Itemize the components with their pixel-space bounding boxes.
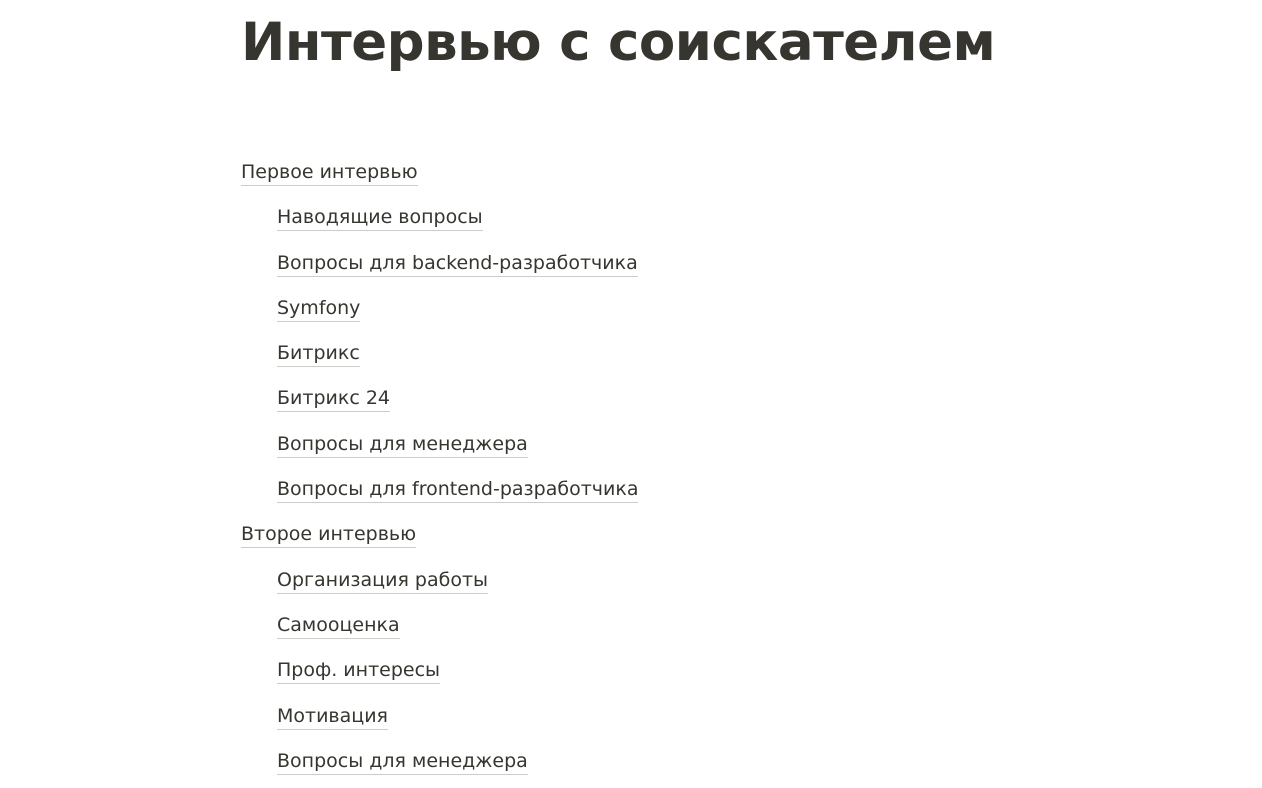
toc-link[interactable]: Самооценка [277,613,400,639]
toc-item-symfony [241,291,638,336]
toc-link[interactable]: Организация работы [277,568,488,594]
toc-item-frontend-questions [241,472,638,517]
toc-link[interactable]: Проф. интересы [277,658,440,684]
toc-link[interactable]: Второе интервью [241,522,416,548]
toc-item-bitrix [241,336,638,381]
toc-link[interactable]: Вопросы для frontend-разработчика [277,477,638,503]
toc-item-professional-interests [241,653,638,698]
toc-link[interactable]: Вопросы для менеджера [277,432,528,458]
toc-item-motivation [241,699,638,744]
toc-item-manager-questions-2 [241,744,638,788]
toc-item-self-assessment [241,608,638,653]
toc-link[interactable]: Первое интервью [241,160,418,186]
toc-item-first-interview [241,155,638,200]
toc-link[interactable]: Вопросы для backend-разработчика [277,251,638,277]
toc-link[interactable]: Наводящие вопросы [277,205,483,231]
toc-link[interactable]: Мотивация [277,704,388,730]
toc-item-backend-questions [241,246,638,291]
toc-link[interactable]: Symfony [277,296,360,322]
toc-item-work-organization [241,563,638,608]
toc-item-manager-questions [241,427,638,472]
page-title: Интервью с соискателем [241,12,996,73]
toc-item-second-interview [241,517,638,562]
table-of-contents [241,155,638,788]
toc-link[interactable]: Вопросы для менеджера [277,749,528,775]
toc-link[interactable]: Битрикс [277,341,360,367]
toc-item-bitrix-24 [241,381,638,426]
toc-link[interactable]: Битрикс 24 [277,386,390,412]
toc-item-leading-questions [241,200,638,245]
